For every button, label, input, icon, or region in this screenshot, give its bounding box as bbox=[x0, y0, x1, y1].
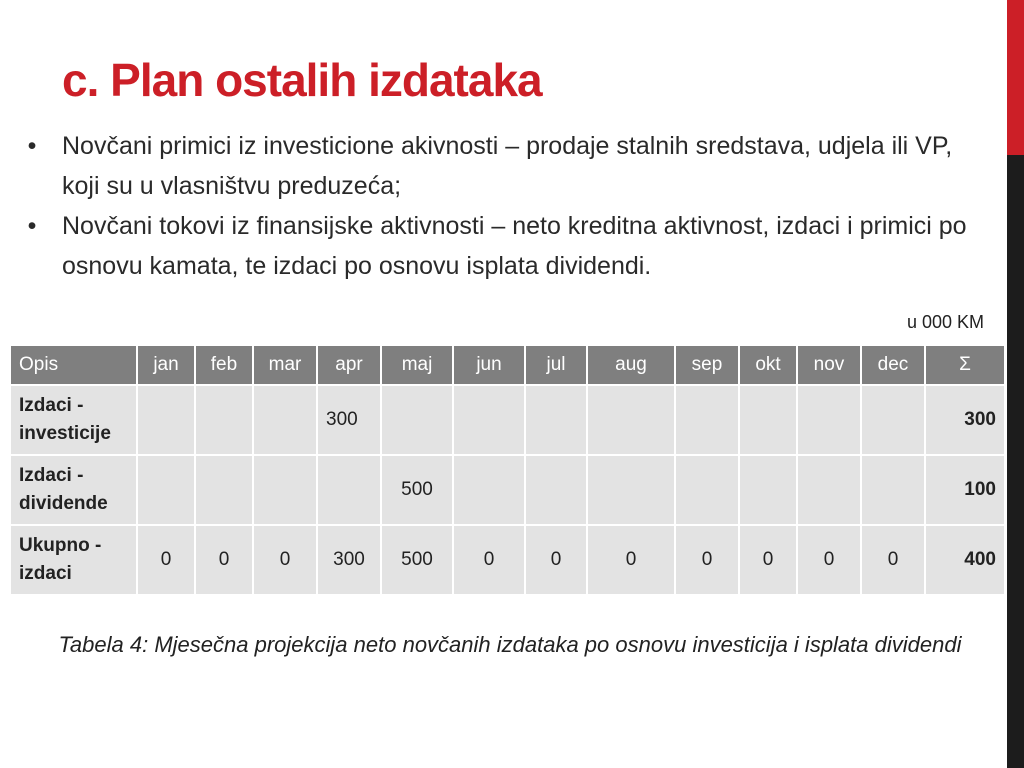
header-cell: aug bbox=[587, 346, 675, 385]
table-cell: 0 bbox=[253, 525, 317, 595]
table-cell: 300 bbox=[317, 525, 381, 595]
table-cell bbox=[797, 385, 861, 455]
table-cell bbox=[525, 455, 587, 525]
expense-table bbox=[9, 346, 1006, 596]
table-cell bbox=[861, 385, 925, 455]
row-total: 100 bbox=[925, 455, 1005, 525]
table-cell: 500 bbox=[381, 525, 453, 595]
table-cell bbox=[797, 455, 861, 525]
table-cell: 0 bbox=[675, 525, 739, 595]
table-cell bbox=[739, 385, 797, 455]
header-cell: jun bbox=[453, 346, 525, 385]
table-row bbox=[10, 385, 1005, 455]
table-cell: 500 bbox=[381, 455, 453, 525]
table-row bbox=[10, 525, 1005, 595]
table-header-row bbox=[10, 346, 1005, 385]
header-cell: apr bbox=[317, 346, 381, 385]
table-cell bbox=[137, 455, 195, 525]
table-caption: Tabela 4: Mjesečna projekcija neto novčanih izdataka po osnovu investicija i isplata dividendi bbox=[58, 632, 962, 657]
bullet-symbol: • bbox=[27, 212, 37, 240]
row-total: 400 bbox=[925, 525, 1005, 595]
header-cell: jan bbox=[137, 346, 195, 385]
header-cell: mar bbox=[253, 346, 317, 385]
table-cell bbox=[253, 455, 317, 525]
table-row bbox=[10, 455, 1005, 525]
header-cell: okt bbox=[739, 346, 797, 385]
header-cell: Opis bbox=[10, 346, 137, 385]
table-cell: 0 bbox=[195, 525, 253, 595]
bullet-item bbox=[22, 126, 982, 206]
bullet-item bbox=[22, 206, 982, 286]
table-cell bbox=[253, 385, 317, 455]
accent-bar-red bbox=[1007, 0, 1024, 155]
table-cell bbox=[381, 385, 453, 455]
table-cell: 0 bbox=[453, 525, 525, 595]
row-label: Ukupno - izdaci bbox=[10, 525, 137, 595]
header-cell: sep bbox=[675, 346, 739, 385]
row-label: Izdaci - dividende bbox=[10, 455, 137, 525]
bullet-text: Novčani tokovi iz finansijske aktivnosti – neto kreditna aktivnost, izdaci i primici po osnovu kamata, te izdaci po osnovu isplata dividendi. bbox=[62, 212, 967, 280]
table-cell bbox=[525, 385, 587, 455]
header-cell: Σ bbox=[925, 346, 1005, 385]
row-total: 300 bbox=[925, 385, 1005, 455]
slide-title: c. Plan ostalih izdataka bbox=[62, 54, 542, 106]
table-cell: 0 bbox=[525, 525, 587, 595]
accent-bar-dark bbox=[1007, 155, 1024, 768]
table-cell bbox=[587, 385, 675, 455]
table-cell bbox=[675, 385, 739, 455]
table-cell: 0 bbox=[137, 525, 195, 595]
table-cell: 300 bbox=[317, 385, 381, 455]
table-cell bbox=[861, 455, 925, 525]
row-label: Izdaci - investicije bbox=[10, 385, 137, 455]
table-cell: 0 bbox=[797, 525, 861, 595]
table-cell bbox=[587, 455, 675, 525]
header-cell: nov bbox=[797, 346, 861, 385]
header-cell: feb bbox=[195, 346, 253, 385]
header-cell: maj bbox=[381, 346, 453, 385]
bullet-symbol: • bbox=[27, 132, 37, 160]
header-cell: jul bbox=[525, 346, 587, 385]
table-cell bbox=[317, 455, 381, 525]
header-cell: dec bbox=[861, 346, 925, 385]
table-cell bbox=[195, 455, 253, 525]
bullet-text: Novčani primici iz investicione akivnosti – prodaje stalnih sredstava, udjela ili VP, koji su u vlasništvu preduzeća; bbox=[62, 132, 953, 200]
table-cell bbox=[195, 385, 253, 455]
table-cell bbox=[739, 455, 797, 525]
unit-label: u 000 KM bbox=[906, 312, 984, 332]
table-cell bbox=[675, 455, 739, 525]
bullet-list bbox=[22, 126, 982, 286]
table-cell: 0 bbox=[861, 525, 925, 595]
table-cell bbox=[137, 385, 195, 455]
table-cell bbox=[453, 385, 525, 455]
table-cell: 0 bbox=[739, 525, 797, 595]
table-cell bbox=[453, 455, 525, 525]
table-cell: 0 bbox=[587, 525, 675, 595]
